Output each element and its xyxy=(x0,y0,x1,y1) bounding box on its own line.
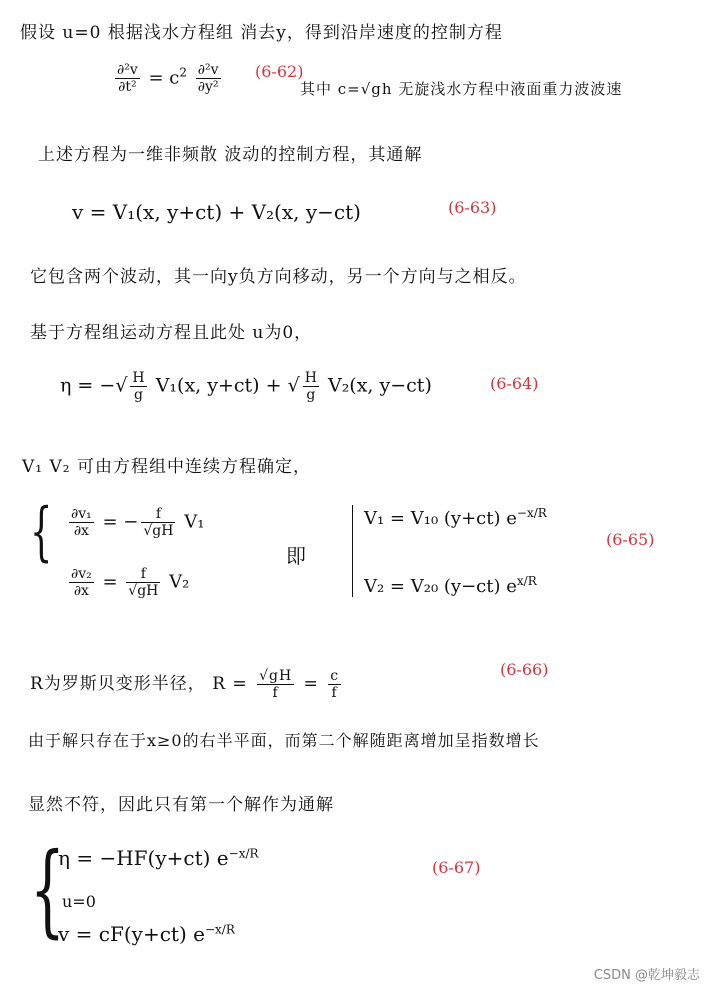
system-right-eq2: V₂ = V₂₀ (y−ct) $e^{x/R}$ xyxy=(364,574,537,597)
wave-description: 它包含两个波动，其一向y负方向移动，另一个方向与之相反。 xyxy=(30,267,527,287)
rossby-radius-line: R为罗斯贝变形半径， R = $\frac{√gH}{f}$ = $\frac{c}{f}$ xyxy=(30,668,340,701)
equation-6-62: $\frac{\text{∂²v}}{\text{∂t²}}$ = $c^2$ $\frac{\text{∂²v}}{\text{∂y²}}$ xyxy=(117,62,219,95)
left-brace: { xyxy=(30,831,65,948)
fraction: $\frac{\text{∂²v}}{\text{∂y²}}$ xyxy=(197,62,219,95)
solution-eta: η = −HF(y+ct) $e^{-x/R}$ xyxy=(58,846,259,870)
general-solution-intro: 上述方程为一维非频散 波动的控制方程，其通解 xyxy=(38,145,423,165)
right-brace-bar xyxy=(352,505,353,597)
system-right-eq1: V₁ = V₁₀ (y+ct) $e^{-x/R}$ xyxy=(364,506,547,529)
continuity-note: V₁ V₂ 可由方程组中连续方程确定， xyxy=(22,457,311,477)
equation-tag: (6-62) xyxy=(255,62,304,81)
equation-6-63: v = V₁(x, y+ct) + V₂(x, y−ct) xyxy=(72,200,361,224)
equation-tag: (6-65) xyxy=(606,530,655,549)
conclusion-note: 显然不符，因此只有第一个解作为通解 xyxy=(28,795,334,815)
ji-label: 即 xyxy=(286,544,307,568)
system-left-eq1: $\frac{\text{∂v₁}}{\partial x}$ = − $\frac{f}{√gH}$ V₁ xyxy=(71,506,205,539)
left-brace: { xyxy=(30,495,53,569)
equation-tag: (6-67) xyxy=(432,858,481,877)
equation-tag: (6-66) xyxy=(500,660,549,679)
equation-tag: (6-64) xyxy=(490,374,539,393)
equation-6-64: η = −√ $\frac{H}{g}$ V₁(x, y+ct) + √ $\frac{H}{g}$ V₂(x, y−ct) xyxy=(60,370,432,403)
system-left-eq2: $\frac{\text{∂v₂}}{\partial x}$ = $\frac{f}{√gH}$ V₂ xyxy=(71,566,190,599)
intro-line: 假设 u=0 根据浅水方程组 消去y，得到沿岸速度的控制方程 xyxy=(20,23,503,43)
fraction: $\frac{H}{g}$ xyxy=(132,370,145,403)
momentum-note: 基于方程组运动方程且此处 u为0， xyxy=(30,323,313,343)
half-plane-note: 由于解只存在于x≥0的右半平面，而第二个解随距离增加呈指数增长 xyxy=(28,731,540,750)
watermark: CSDN @乾坤毅志 xyxy=(593,968,700,983)
solution-v: v = cF(y+ct) $e^{-x/R}$ xyxy=(58,922,235,946)
solution-u: u=0 xyxy=(62,892,96,911)
equation-tag: (6-63) xyxy=(448,198,497,217)
wave-speed-note: 其中 c=√gh 无旋浅水方程中液面重力波波速 xyxy=(300,80,623,98)
fraction: $\frac{H}{g}$ xyxy=(304,370,317,403)
fraction: $\frac{\text{∂²v}}{\text{∂t²}}$ xyxy=(117,62,138,95)
